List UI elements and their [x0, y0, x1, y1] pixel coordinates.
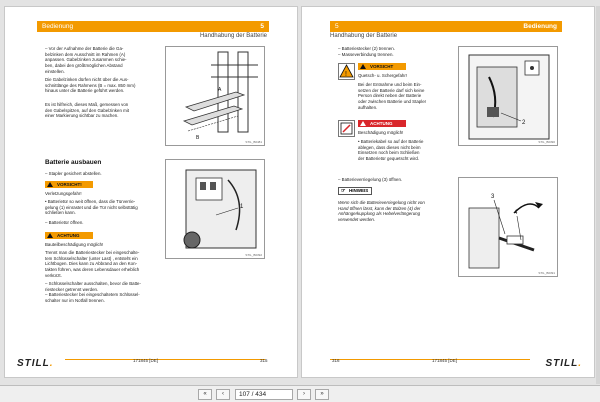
last-page-button[interactable]: » — [315, 389, 329, 400]
previous-page-button[interactable]: ‹ — [216, 389, 230, 400]
bullets-disconnect: – Batteriestecker (2) trennen. – Masseverbindung trennen. — [338, 46, 395, 57]
section-number: 5 — [335, 23, 339, 30]
figure-battery-lock — [458, 177, 558, 277]
paragraph-fork-length: Die Gabelzinken dürfen nicht über die Aus- schnittlänge des Rahmens (B = max. 850 mm) hinaus unter die Batterie geführt werden. — [45, 77, 136, 94]
callout-3: 3 — [491, 194, 495, 200]
bullet-fork-adjust: – Vor der Aufnahme der Batterie die Ga- belzinken dem Ausschnitt im Rahmen (A) anpassen. Gabelzinken zusammen schie- ben, dabei den größtmöglichen Abstand einstellen. — [45, 46, 127, 74]
caution-body: Bei der Entnahme und beim Ein- setzen der Batterie darf sich keine Person direkt neben der Batterie oder zwischen Batterie und Stapler aufhalten. — [358, 82, 427, 110]
battery-door-illustration — [166, 160, 265, 259]
caution-heading: Quetsch- u. Schergefahr! — [358, 73, 408, 78]
attention-label: ACHTUNG — [358, 120, 406, 127]
warning-triangle-icon — [47, 233, 53, 238]
warning-triangle-icon — [360, 121, 366, 126]
figure-forks — [165, 46, 265, 146]
hint-label: ☞ HINWEIS — [338, 187, 372, 195]
next-page-button[interactable]: › — [297, 389, 311, 400]
document-page-right — [301, 6, 595, 378]
warning-triangle-icon — [47, 182, 53, 187]
svg-text:!: ! — [345, 71, 347, 78]
caution-label: VORSICHT! — [45, 181, 93, 188]
page-number: 316 — [332, 358, 340, 363]
footer-rule — [330, 359, 530, 364]
document-page-left — [4, 6, 298, 378]
svg-text:B: B — [196, 135, 200, 141]
callout-4: 4 — [514, 210, 518, 216]
paragraph-marking: Es ist hilfreich, dieses Maß, gemessen von den Gabelspitzen, auf den Gabelzinken mit einer Markierung sichtbar zu machen. — [45, 102, 129, 119]
bullet-open-lock: – Batterieverriegelung (3) öffnen. — [338, 177, 403, 182]
figure-battery-plug — [458, 46, 558, 146]
section-header-bar — [330, 21, 562, 32]
battery-plug-illustration — [459, 47, 558, 146]
hint-body: Wenn sich die Batterieverriegelung nicht von Hand öffnen lässt, kann der Bolzen (4) der Anhängerkupplung als Hebelverlängerung verwendet werden. — [338, 200, 425, 223]
page-number: 315 — [260, 358, 268, 363]
vertical-scrollbar[interactable] — [596, 6, 600, 384]
section-number: 5 — [260, 23, 264, 30]
bullet-park: – Stapler gesichert abstellen. — [45, 171, 102, 176]
caution-body: • Batterietür so weit öffnen, dass die Türverrie- gelung (1) einrastet und die Tür nicht selbsttätig schließen kann. — [45, 199, 138, 216]
figure-id: STIL_B0392 — [245, 253, 262, 257]
page-navigation-bar — [0, 385, 600, 402]
bullets-key-switch: – Schlüsselschalter ausschalten, bevor die Batte- riestecker getrennt werden. – Batteriestecker bei eingeschaltetem Schlüssel- schalter nur im Notfall trennen. — [45, 281, 141, 304]
attention-heading: Beschädigung möglich! — [358, 130, 404, 135]
attention-body: • Batteriekabel so auf der Batterie ablegen, dass dieses nicht beim Einsetzen noch beim Schließen der Batterietür gequetscht wird. — [358, 139, 424, 162]
section-header-bar — [37, 21, 269, 32]
document-number: 171845 [DE] — [432, 358, 458, 363]
cable-hazard-icon — [338, 120, 355, 137]
document-number: 171845 [DE] — [133, 358, 159, 363]
caution-heading: Verletzungsgefahr! — [45, 191, 82, 196]
section-title: Bedienung — [42, 23, 74, 30]
footer-rule — [65, 359, 265, 364]
figure-id: STIL_B0391 — [538, 271, 555, 275]
hint-hand-icon: ☞ — [341, 188, 346, 194]
forklift-fork-illustration — [166, 47, 265, 146]
page-number-input[interactable]: 107 / 434 — [235, 389, 293, 400]
figure-battery-door — [165, 159, 265, 259]
battery-lock-illustration — [459, 178, 558, 277]
callout-2: 2 — [522, 120, 526, 126]
crush-hazard-icon — [338, 63, 355, 80]
first-page-button[interactable]: « — [198, 389, 212, 400]
attention-label: ACHTUNG — [45, 232, 93, 239]
section-subtitle: Handhabung der Batterie — [330, 33, 398, 39]
caution-label: VORSICHT — [358, 63, 406, 70]
section-title: Bedienung — [523, 23, 557, 30]
still-logo: STILL. — [545, 358, 582, 369]
svg-text:A: A — [218, 87, 222, 93]
figure-id: STIL_B0481 — [245, 140, 262, 144]
heading-battery-removal: Batterie ausbauen — [45, 159, 102, 166]
attention-heading: Bauteilbeschädigung möglich! — [45, 242, 104, 247]
bullet-open-door: – Batterietür öffnen. — [45, 220, 84, 225]
section-subtitle: Handhabung der Batterie — [199, 33, 267, 39]
attention-body: Trennt man die Batteriestecker bei eingeschalte- tem Schlüsselschalter (unter Last) , entsteht ein Lichtbogen. Dies kann zu Abbrand an den Kon- takten führen, was deren Lebensdauer erheblich verkürzt. — [45, 250, 140, 278]
still-logo: STILL. — [17, 358, 54, 369]
warning-triangle-icon — [360, 64, 366, 69]
figure-id: STIL_B0390 — [538, 140, 555, 144]
callout-1: 1 — [240, 204, 244, 210]
